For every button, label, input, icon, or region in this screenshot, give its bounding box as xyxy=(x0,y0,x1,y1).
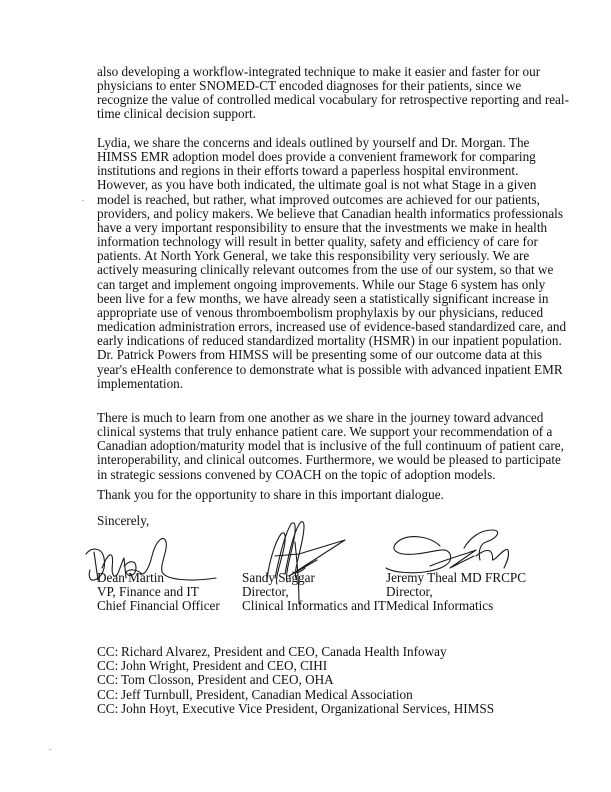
text-line: in strategic sessions convened by COACH on the topic of adoption models. xyxy=(97,466,496,482)
text-line: can target and implement ongoing improvements. While our Stage 6 system has only xyxy=(97,276,546,292)
scan-speck xyxy=(49,749,51,750)
text-line: information technology will result in better quality, safety and efficiency of care for xyxy=(97,234,538,250)
signatory-name: Sandy Saggar xyxy=(242,570,315,585)
signatory-title: Director, xyxy=(386,584,433,600)
signatory-title: Chief Financial Officer xyxy=(97,598,220,614)
text-line: clinical systems that truly enhance patient care. We support your recommendation of a xyxy=(97,424,553,440)
cc-list xyxy=(97,645,494,716)
cc-row xyxy=(97,702,494,716)
paragraph-thanks xyxy=(97,488,517,502)
text-line: medication administration errors, increased use of evidence-based standardized care, and xyxy=(97,319,567,335)
text-line: interoperability, and clinical outcomes. Furthermore, we would be pleased to participate xyxy=(97,452,561,468)
text-line: However, as you have both indicated, the ultimate goal is not what Stage in a given xyxy=(97,177,537,193)
signatory-title: Clinical Informatics and IT xyxy=(242,598,386,614)
text-line: institutions and regions in their efforts toward a paperless hospital environment. xyxy=(97,163,519,179)
text-line: also developing a workflow-integrated technique to make it easier and faster for our xyxy=(97,64,541,79)
cc-recipient: Jeff Turnbull, President, Canadian Medical Association xyxy=(121,686,413,702)
text-line: recognize the value of controlled medical vocabulary for retrospective reporting and real- xyxy=(97,92,569,108)
text-line: Thank you for the opportunity to share in this important dialogue. xyxy=(97,487,444,502)
text-line: time clinical decision support. xyxy=(97,106,256,122)
cc-label: CC: xyxy=(97,644,119,659)
text-line: been live for a few months, we have already seen a statistically significant increase in xyxy=(97,290,549,306)
text-line: providers, and policy makers. We believe that Canadian health informatics professionals xyxy=(97,205,563,221)
cc-row xyxy=(97,673,494,687)
text-line: actively measuring clinically relevant outcomes from the use of our system, so that we xyxy=(97,262,554,278)
cc-row xyxy=(97,645,494,659)
signatory-jeremy-theal xyxy=(386,571,526,614)
signatory-name: Dean Martin xyxy=(97,570,165,585)
cc-label: CC: xyxy=(97,686,119,702)
signatory-title: Medical Informatics xyxy=(386,598,494,614)
closing-salutation: Sincerely, xyxy=(97,513,150,528)
signatory-sandy-saggar xyxy=(242,571,386,614)
signature-jeremy-theal xyxy=(380,524,550,576)
cc-label: CC: xyxy=(97,700,119,716)
signatory-title: VP, Finance and IT xyxy=(97,584,199,600)
cc-recipient: John Wright, President and CEO, CIHI xyxy=(121,658,328,674)
text-line: Canadian adoption/maturity model that is inclusive of the full continuum of patient care, xyxy=(97,438,564,454)
text-line: physicians to enter SNOMED-CT encoded diagnoses for their patients, since we xyxy=(97,78,522,94)
text-line: patients. At North York General, we take this responsibility very seriously. We are xyxy=(97,248,530,264)
cc-recipient: John Hoyt, Executive Vice President, Organizational Services, HIMSS xyxy=(121,700,495,716)
cc-recipient: Richard Alvarez, President and CEO, Canada Health Infoway xyxy=(121,644,447,659)
text-line: implementation. xyxy=(97,375,184,391)
text-line: have a very important responsibility to ensure that the investments we make in health xyxy=(97,219,548,235)
paragraph-workflow xyxy=(97,64,569,122)
cc-label: CC: xyxy=(97,658,119,674)
text-line: model is reached, but rather, what improved outcomes are achieved for our patients, xyxy=(97,191,540,207)
text-line: Lydia, we share the concerns and ideals outlined by yourself and Dr. Morgan. The xyxy=(97,135,530,150)
signatory-title: Director, xyxy=(242,584,289,600)
scan-speck xyxy=(82,200,84,201)
cc-recipient: Tom Closson, President and CEO, OHA xyxy=(121,672,334,688)
signatory-dean-martin xyxy=(97,571,220,614)
text-line: early indications of reduced standardized mortality (HSMR) in our inpatient population. xyxy=(97,333,562,349)
paragraph-himss-model xyxy=(97,135,567,391)
cc-row xyxy=(97,688,494,702)
cc-row xyxy=(97,659,494,673)
signatory-name: Jeremy Theal MD FRCPC xyxy=(386,570,527,585)
text-line: Dr. Patrick Powers from HIMSS will be presenting some of our outcome data at this xyxy=(97,347,543,363)
text-line: There is much to learn from one another as we share in the journey toward advanced xyxy=(97,410,544,425)
text-line: HIMSS EMR adoption model does provide a convenient framework for comparing xyxy=(97,149,536,165)
text-line: appropriate use of venous thromboembolism prophylaxis by our physicians, reduced xyxy=(97,304,544,320)
cc-label: CC: xyxy=(97,672,119,688)
text-line: year's eHealth conference to demonstrate what is possible with advanced inpatient EMR xyxy=(97,361,563,377)
paragraph-recommendation xyxy=(97,410,564,482)
